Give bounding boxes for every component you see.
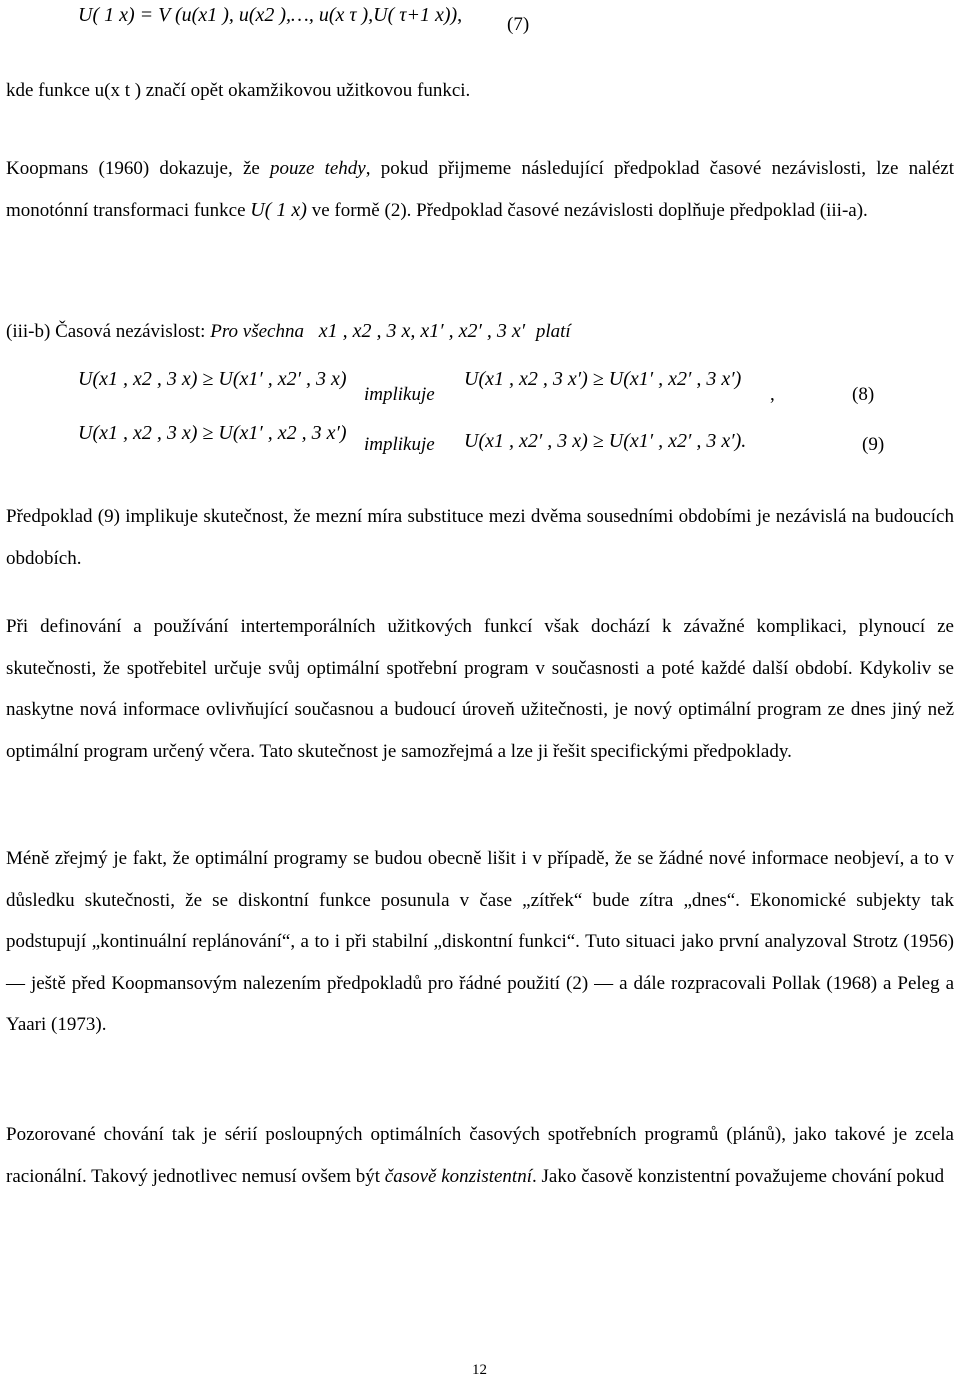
koopmans-emphasis: pouze tehdy — [270, 158, 366, 179]
paragraph-less-obvious: Méně zřejmý je fakt, že optimální programy se budou obecně lišit i v případě, že se žádné nové informace neobjeví, a to v důsledku skutečnosti, že se diskontní funkce posunula v čase „zítřek“ bude zítra „dnes“. Ekonomické subjekty tak podstupují „kontinuální replánování“, a to i při stabilní „diskontní funkci“. Tuto situaci jako první analyzoval Strotz (1956) — ještě před Koopmansovým nalezením předpokladů pro řádné použití (2) — a dále rozpracovali Pollak (1968) a Peleg a Yaari (1973). — [6, 848, 954, 1035]
equation-8-number: (8) — [852, 384, 875, 405]
koopmans-function: U( 1 x) — [250, 198, 307, 221]
iii-b-variables: x1 , x2 , 3 x, x1′ , x2′ , 3 x′ — [318, 320, 526, 342]
koopmans-text-lead: Koopmans (1960) dokazuje, že — [6, 158, 271, 179]
iii-b-holds: platí — [535, 321, 571, 342]
iii-b-label: (iii-b) Časová nezávislost: — [6, 321, 211, 342]
equation-8-implies: implikuje — [364, 384, 435, 405]
equation-9-number: (9) — [862, 434, 885, 455]
paragraph-assumption-9: Předpoklad (9) implikuje skutečnost, že mezní míra substituce mezi dvěma sousedními obdobími je nezávislá na budoucích obdobích. — [6, 506, 954, 569]
equation-8-rhs-formula: U(x1 , x2 , 3 x′) ≥ U(x1′ , x2′ , 3 x′) — [464, 368, 742, 390]
equation-7-number: (7) — [507, 14, 530, 35]
paragraph-koopmans — [6, 148, 954, 231]
observed-text-tail: . Jako časově konzistentní považujeme chování pokud — [532, 1165, 945, 1187]
paragraph-after-7: kde funkce u(x t ) značí opět okamžikovou užitkovou funkci. — [6, 80, 471, 101]
equation-8-suffix: , — [770, 384, 775, 405]
equation-9-rhs: U(x1 , x2′ , 3 x) ≥ U(x1′ , x2′ , 3 x′). — [464, 430, 747, 452]
koopmans-text-tail: ve formě (2). Předpoklad časové nezávislosti doplňuje předpoklad (iii-a). — [306, 199, 868, 221]
equation-8-lhs: U(x1 , x2 , 3 x) ≥ U(x1′ , x2′ , 3 x) — [78, 368, 347, 390]
equation-7-suffix: , — [457, 4, 463, 26]
paragraph-definition: Při definování a používání intertemporálních užitkových funkcí však dochází k závažné komplikaci, plynoucí ze skutečnosti, že spotřebitel určuje svůj optimální spotřební program v současnosti a poté každé další období. Kdykoliv se naskytne nová informace ovlivňující současnou a budoucí úroveň užitečnosti, je nový optimální program ze dnes jiný než optimální program určený včera. Tato skutečnost je samozřejmá a lze ji řešit specifickými předpoklady. — [6, 616, 954, 762]
equation-7-formula: U( 1 x) = V (u(x1 ), u(x2 ),…, u(x τ ),U( τ+1 x)) — [78, 4, 458, 26]
observed-text: Pozorované chování tak je sérií posloupných optimálních časových spotřebních programů (plánů), jako takové je zcela racionální. Takový jednotlivec nemusí ovšem být — [6, 1124, 954, 1187]
equation-9-lhs: U(x1 , x2 , 3 x) ≥ U(x1′ , x2 , 3 x′) — [78, 422, 347, 444]
iii-b-for-all: Pro všechna — [210, 321, 304, 342]
assumption-iii-b — [6, 320, 571, 343]
koopmans-text-mid: , pokud přijmeme následující předpoklad časové nezávislosti, lze nalézt monotónní transformaci funkce — [6, 158, 954, 221]
paragraph-observed-behavior — [6, 1114, 954, 1197]
equation-7 — [78, 4, 462, 27]
equation-9-implies: implikuje — [364, 434, 435, 455]
page-number: 12 — [472, 1362, 487, 1378]
observed-emphasis: časově konzistentní — [384, 1165, 532, 1187]
equation-8-rhs — [464, 368, 741, 391]
